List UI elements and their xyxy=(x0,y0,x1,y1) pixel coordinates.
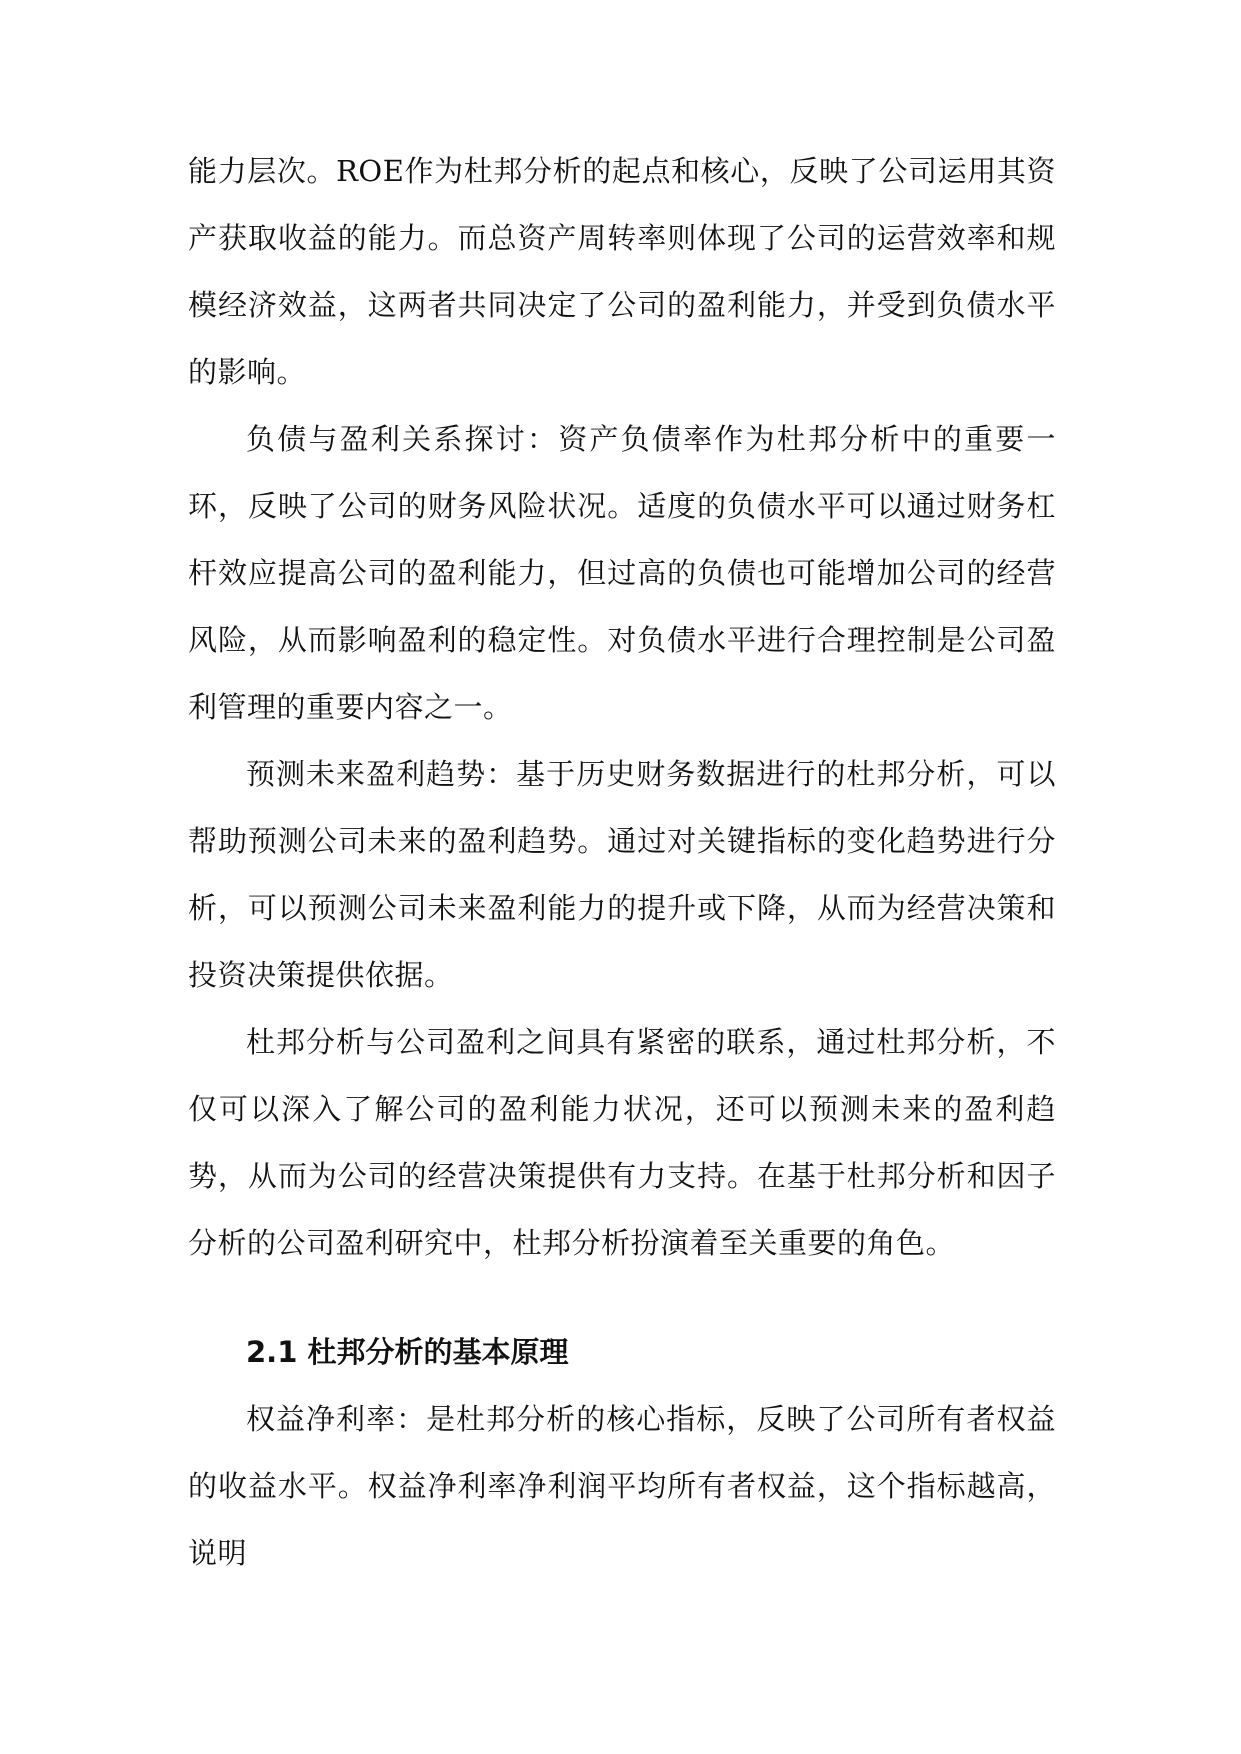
document-page xyxy=(188,138,1056,1587)
paragraph-summary: 杜邦分析与公司盈利之间具有紧密的联系，通过杜邦分析，不仅可以深入了解公司的盈利能力状况，还可以预测未来的盈利趋势，从而为公司的经营决策提供有力支持。在基于杜邦分析和因子分析的公司盈利研究中，杜邦分析扮演着至关重要的角色。 xyxy=(188,1025,1056,1260)
paragraph-forecast: 预测未来盈利趋势：基于历史财务数据进行的杜邦分析，可以帮助预测公司未来的盈利趋势。通过对关键指标的变化趋势进行分析，可以预测公司未来盈利能力的提升或下降，从而为经营决策和投资决策提供依据。 xyxy=(188,757,1056,992)
paragraph-roe: 权益净利率：是杜邦分析的核心指标，反映了公司所有者权益的收益水平。权益净利率净利润平均所有者权益，这个指标越高，说明 xyxy=(188,1402,1056,1570)
paragraph-debt-profit: 负债与盈利关系探讨：资产负债率作为杜邦分析中的重要一环，反映了公司的财务风险状况。适度的负债水平可以通过财务杠杆效应提高公司的盈利能力，但过高的负债也可能增加公司的经营风险，从而影响盈利的稳定性。对负债水平进行合理控制是公司盈利管理的重要内容之一。 xyxy=(188,422,1056,724)
paragraph-continuation: 能力层次。ROE作为杜邦分析的起点和核心，反映了公司运用其资产获取收益的能力。而总资产周转率则体现了公司的运营效率和规模经济效益，这两者共同决定了公司的盈利能力，并受到负债水平的影响。 xyxy=(188,154,1056,389)
section-heading: 2.1 杜邦分析的基本原理 xyxy=(246,1335,569,1369)
